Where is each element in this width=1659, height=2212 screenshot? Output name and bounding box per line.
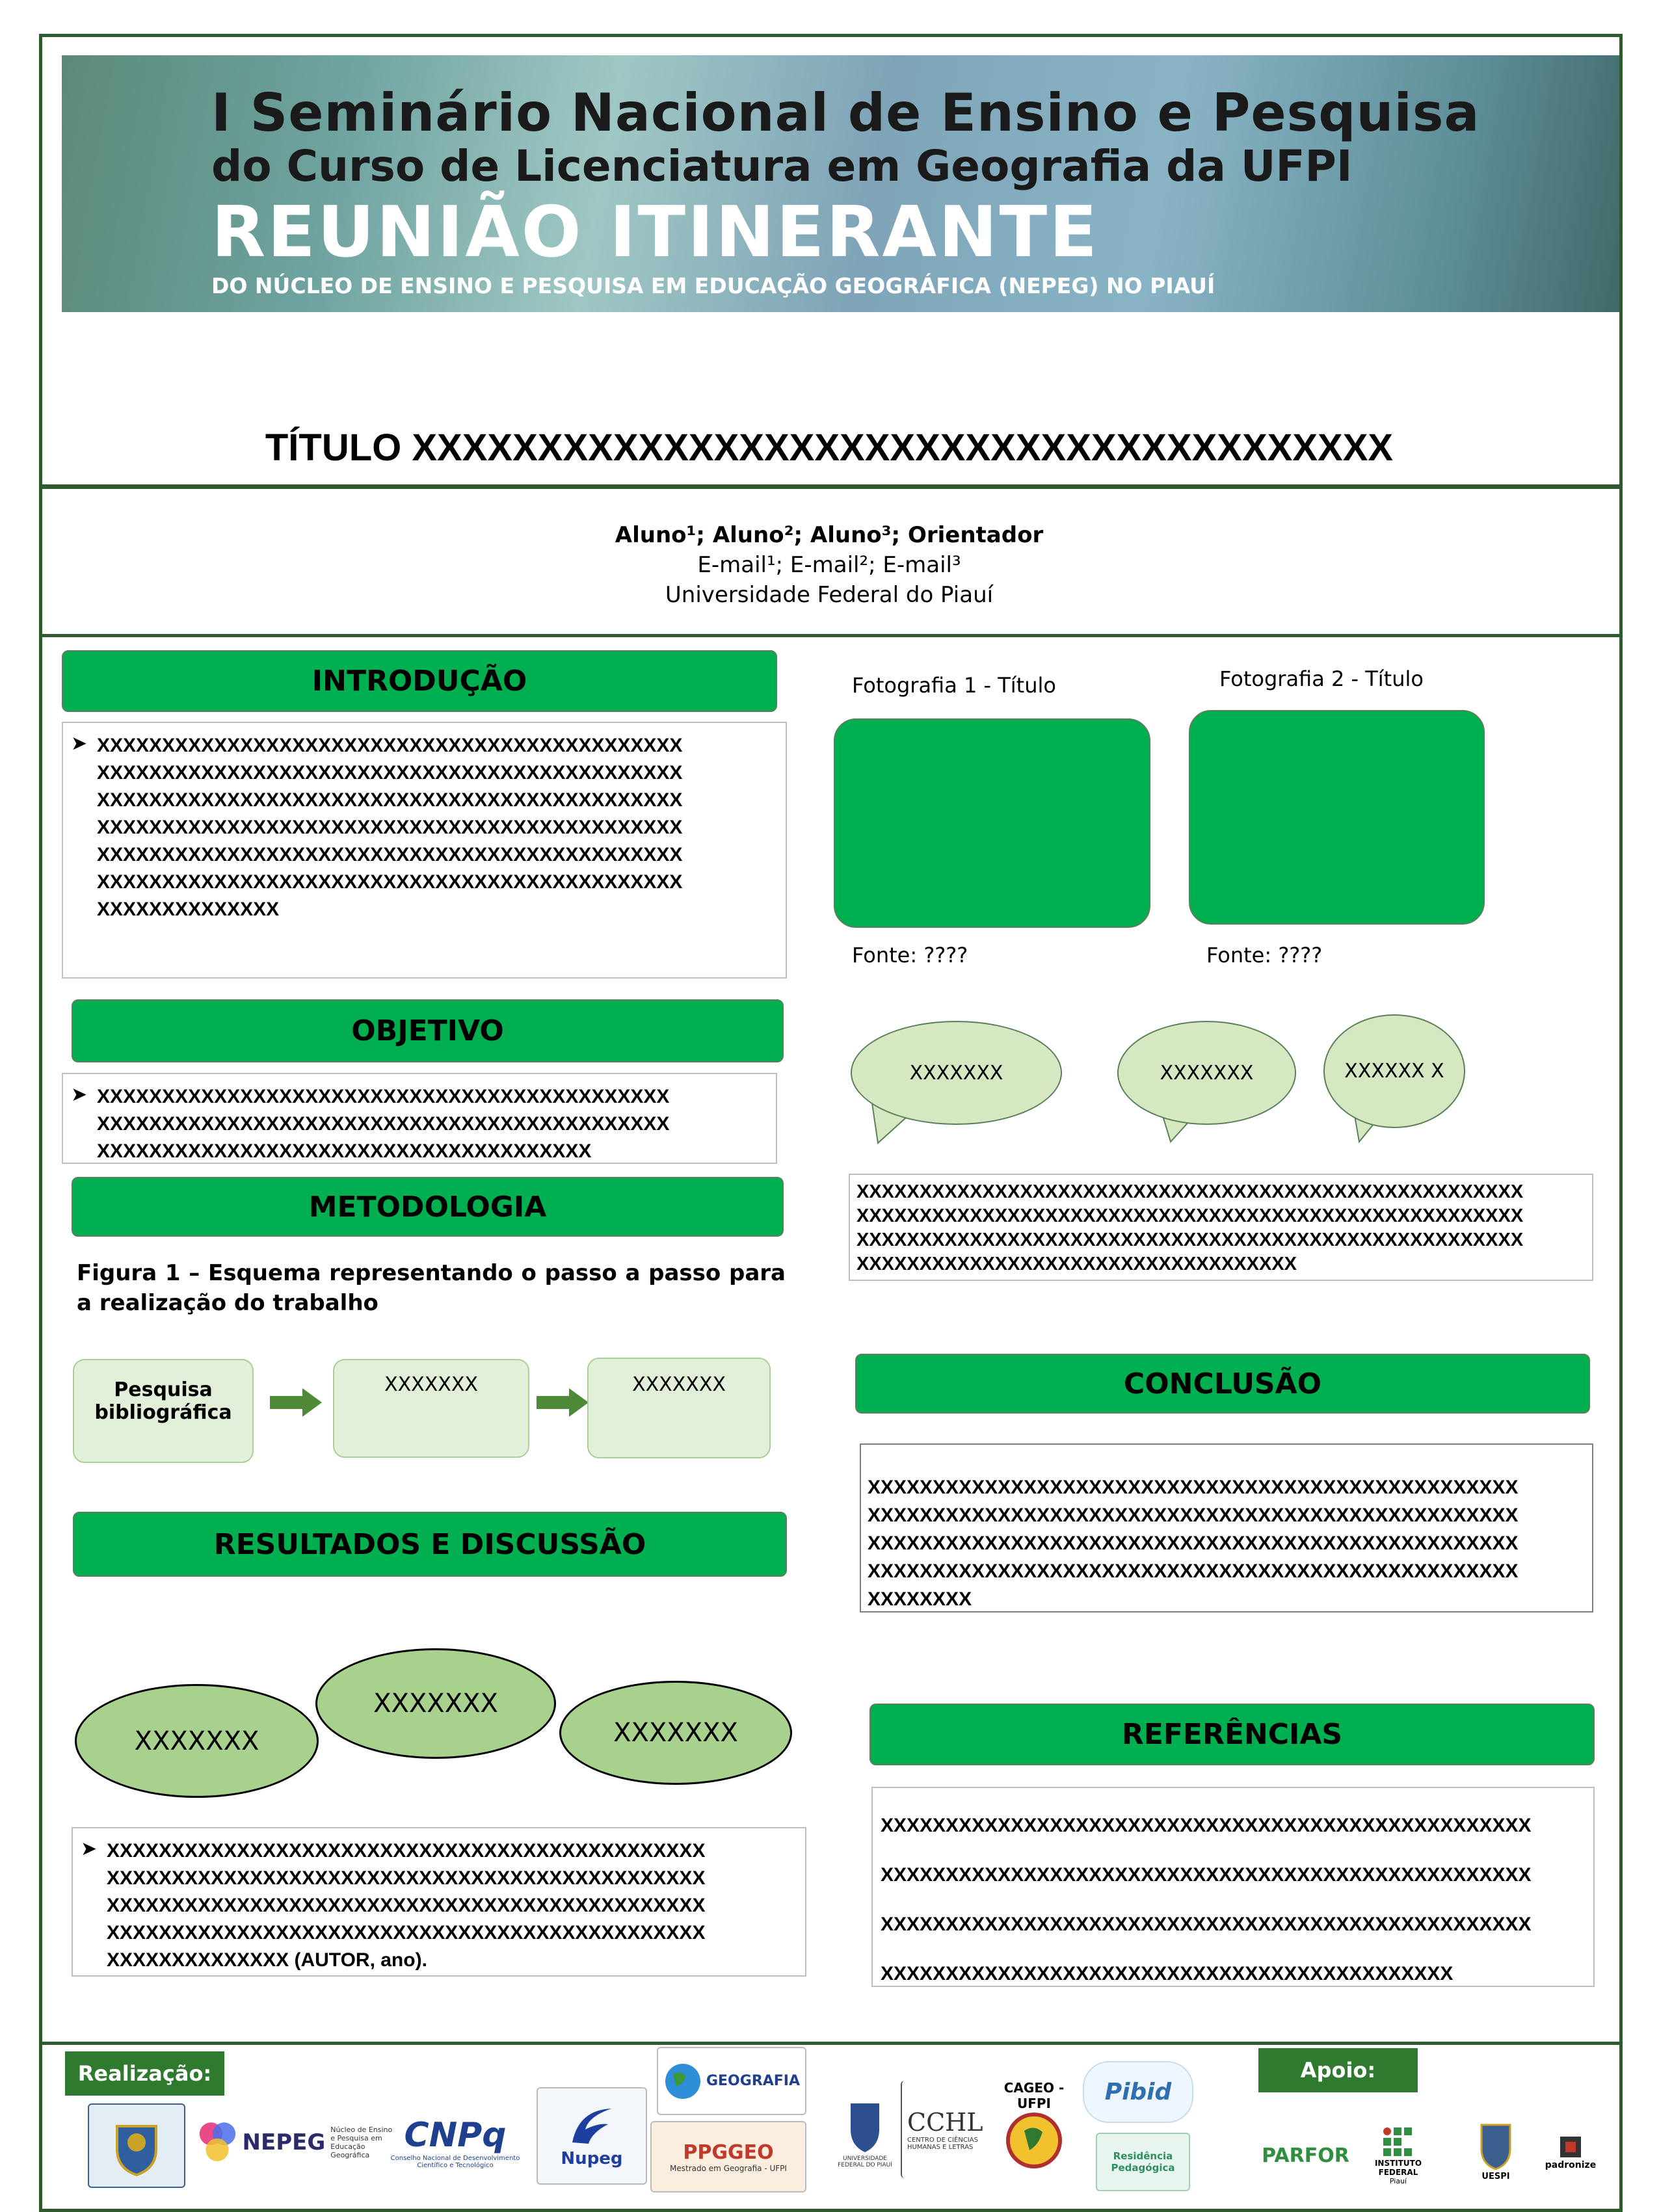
referencias-textbox	[871, 1787, 1595, 1987]
speech-bubble-1	[851, 1021, 1062, 1125]
result-ellipse-2-label: XXXXXXX	[373, 1689, 498, 1718]
photo-1-placeholder	[834, 718, 1150, 928]
discussion-textbox	[849, 1174, 1593, 1281]
parfor-logo-text: PARFOR	[1262, 2144, 1349, 2167]
nepeg-logo-subtext: Núcleo de Ensino e Pesquisa em Educação Geográfica	[330, 2126, 393, 2159]
introducao-heading: INTRODUÇÃO	[62, 650, 777, 712]
bullet-arrow-icon: ➤	[71, 732, 88, 755]
apoio-label: Apoio:	[1258, 2048, 1418, 2092]
if-logo-subtext: Piauí	[1389, 2176, 1407, 2185]
speech-bubble-2-label: XXXXXXX	[1160, 1061, 1254, 1085]
globe-icon	[663, 2062, 702, 2101]
step-2-label: XXXXXXX	[384, 1373, 478, 1396]
institution: Universidade Federal do Piauí	[665, 582, 994, 608]
nupeg-logo-text: Nupeg	[561, 2149, 623, 2168]
banner-line-4: DO NÚCLEO DE ENSINO E PESQUISA EM EDUCAÇÃO GEOGRÁFICA (NEPEG) NO PIAUÍ	[211, 273, 1215, 298]
cnpq-logo-text: CNPq	[404, 2116, 507, 2155]
banner-line-2: do Curso de Licenciatura em Geografia da UFPI	[211, 141, 1353, 191]
resultados-heading: RESULTADOS E DISCUSSÃO	[73, 1512, 787, 1577]
step-3	[587, 1358, 771, 1458]
geografia-logo-text: GEOGRAFIA	[706, 2073, 801, 2089]
conclusao-text: XXXXXXXXXXXXXXXXXXXXXXXXXXXXXXXXXXXXXXXXXXXXXXXXXX XXXXXXXXXXXXXXXXXXXXXXXXXXXXXXXXXXXXXXXXXXXXXXXXXX XXXXXXXXXXXXXXXXXXXXXXXXXXXXXXXXXXXXXXXXXXXXXXXXXX XXXXXXXXXXXXXXXXXXXXXXXXXXXXXXXXXXXXXXXXXXXXXXXXXX XXXXXXXX	[868, 1477, 1519, 1610]
discussion-text: XXXXXXXXXXXXXXXXXXXXXXXXXXXXXXXXXXXXXXXXXXXXXXXXXXXXX XXXXXXXXXXXXXXXXXXXXXXXXXXXXXXXXXXXXXXXXXXXXXXXXXXXXX XXXXXXXXXXXXXXXXXXXXXXXXXXXXXXXXXXXXXXXXXXXXXXXXXXXXX XXXXXXXXXXXXXXXXXXXXXXXXXXXXXXXXXXX	[856, 1181, 1524, 1274]
banner-line-1: I Seminário Nacional de Ensino e Pesquisa	[211, 83, 1480, 143]
reference-item-4: XXXXXXXXXXXXXXXXXXXXXXXXXXXXXXXXXXXXXXXXXXXX	[881, 1963, 1453, 1984]
conclusao-heading: CONCLUSÃO	[855, 1354, 1590, 1414]
residencia-logo-text: Residência Pedagógica	[1111, 2150, 1175, 2174]
result-ellipse-1	[75, 1684, 319, 1798]
introducao-text: XXXXXXXXXXXXXXXXXXXXXXXXXXXXXXXXXXXXXXXXXXXXX XXXXXXXXXXXXXXXXXXXXXXXXXXXXXXXXXXXXXXXXXXXXX XXXXXXXXXXXXXXXXXXXXXXXXXXXXXXXXXXXXXXXXXXXXX XXXXXXXXXXXXXXXXXXXXXXXXXXXXXXXXXXXXXXXXXXXXX XXXXXXXXXXXXXXXXXXXXXXXXXXXXXXXXXXXXXXXXXXXXX XXXXXXXXXXXXXXXXXXXXXXXXXXXXXXXXXXXXXXXXXXXXX XXXXXXXXXXXXXX	[97, 735, 683, 920]
geografia-logo	[657, 2047, 806, 2115]
step-1-label: Pesquisa bibliográfica	[94, 1378, 232, 1424]
uespi-logo-text: UESPI	[1481, 2172, 1510, 2181]
result-ellipse-2	[315, 1648, 556, 1759]
cnpq-logo	[387, 2097, 524, 2188]
ufpi-crest-logo	[88, 2103, 185, 2188]
metodologia-heading: METODOLOGIA	[72, 1177, 784, 1237]
author-names: Aluno¹; Aluno²; Aluno³; Orientador	[615, 522, 1044, 548]
photo-1-source: Fonte: ????	[852, 943, 968, 968]
ufpi-logo-text: UNIVERSIDADE FEDERAL DO PIAUÍ	[838, 2155, 892, 2168]
realizacao-label: Realização:	[65, 2051, 224, 2096]
if-grid-icon	[1382, 2126, 1414, 2159]
speech-bubble-2	[1117, 1021, 1296, 1125]
step-1	[73, 1359, 254, 1463]
pibid-logo-text: Pibid	[1104, 2079, 1172, 2105]
resultados-text: XXXXXXXXXXXXXXXXXXXXXXXXXXXXXXXXXXXXXXXXXXXXXX XXXXXXXXXXXXXXXXXXXXXXXXXXXXXXXXXXXXXXXXXXXXXX XXXXXXXXXXXXXXXXXXXXXXXXXXXXXXXXXXXXXXXXXXXXXX XXXXXXXXXXXXXXXXXXXXXXXXXXXXXXXXXXXXXXXXXXXXXX XXXXXXXXXXXXXX (AUTOR, ano).	[107, 1840, 706, 1971]
speech-bubble-3-label: XXXXXX X	[1344, 1060, 1444, 1083]
ufpi-logo	[829, 2077, 901, 2188]
if-logo-text: INSTITUTO FEDERAL	[1374, 2158, 1422, 2177]
padronize-icon	[1558, 2134, 1584, 2160]
pibid-logo	[1083, 2061, 1193, 2123]
photo-2-placeholder	[1189, 710, 1485, 925]
result-ellipse-3	[559, 1681, 792, 1785]
photo-1-caption: Fotografia 1 - Título	[852, 673, 1056, 698]
resultados-textbox	[72, 1827, 806, 1977]
ufpi-shield-icon	[845, 2097, 884, 2155]
nupeg-logo	[537, 2087, 647, 2185]
bullet-arrow-icon: ➤	[71, 1083, 88, 1106]
referencias-heading: REFERÊNCIAS	[869, 1704, 1595, 1765]
photo-2-source: Fonte: ????	[1206, 943, 1323, 968]
cchl-logo-subtext: CENTRO DE CIÊNCIAS HUMANAS E LETRAS	[907, 2137, 978, 2151]
photo-2-caption: Fotografia 2 - Título	[1219, 666, 1424, 691]
nupeg-swoosh-icon	[566, 2103, 618, 2149]
padronize-logo	[1532, 2116, 1610, 2188]
parfor-logo	[1262, 2136, 1349, 2175]
reference-item-3: XXXXXXXXXXXXXXXXXXXXXXXXXXXXXXXXXXXXXXXXXXXXXXXXXX	[881, 1914, 1532, 1935]
introducao-textbox	[62, 722, 787, 979]
nepeg-logo	[198, 2107, 393, 2178]
speech-bubble-1-label: XXXXXXX	[909, 1061, 1003, 1085]
objetivo-textbox	[62, 1073, 777, 1164]
padronize-logo-text: padronize	[1545, 2160, 1597, 2170]
cchl-logo-text: CCHL	[907, 2108, 983, 2137]
arrow-right-icon	[270, 1388, 322, 1417]
cageo-logo	[992, 2061, 1076, 2188]
nepeg-circles-icon	[198, 2113, 239, 2172]
objetivo-heading: OBJETIVO	[72, 999, 784, 1062]
author-emails: E-mail¹; E-mail²; E-mail³	[697, 552, 961, 578]
reference-item-1: XXXXXXXXXXXXXXXXXXXXXXXXXXXXXXXXXXXXXXXXXXXXXXXXXX	[881, 1815, 1532, 1836]
cageo-globe-icon	[1005, 2111, 1063, 2170]
nepeg-logo-text: NEPEG	[242, 2129, 326, 2155]
result-ellipse-3-label: XXXXXXX	[613, 1718, 738, 1748]
figure-caption: Figura 1 – Esquema representando o passo a passo para a realização do trabalho	[77, 1260, 786, 1316]
conclusao-textbox	[860, 1443, 1593, 1613]
cnpq-logo-subtext: Conselho Nacional de Desenvolvimento Científico e Tecnológico	[390, 2155, 520, 2169]
event-banner	[62, 55, 1619, 312]
uespi-logo	[1460, 2110, 1532, 2191]
uespi-crest-icon	[1476, 2120, 1515, 2172]
ppggeo-logo-subtext: Mestrado em Geografia - UFPI	[670, 2163, 787, 2173]
bullet-arrow-icon: ➤	[81, 1837, 98, 1860]
speech-bubble-3	[1323, 1014, 1465, 1128]
crest-icon	[104, 2113, 169, 2178]
step-2	[333, 1359, 529, 1458]
authors-block	[39, 520, 1619, 610]
ppggeo-logo	[650, 2121, 806, 2192]
cageo-logo-text: CAGEO - UFPI	[1003, 2079, 1065, 2111]
if-piaui-logo	[1362, 2116, 1434, 2194]
reference-item-2: XXXXXXXXXXXXXXXXXXXXXXXXXXXXXXXXXXXXXXXXXXXXXXXXXX	[881, 1864, 1532, 1886]
arrow-right-icon	[537, 1388, 589, 1417]
poster-title: TÍTULO XXXXXXXXXXXXXXXXXXXXXXXXXXXXXXXXXXXXXXX	[265, 427, 1394, 469]
residencia-logo	[1096, 2133, 1190, 2191]
result-ellipse-1-label: XXXXXXX	[134, 1726, 259, 1756]
banner-line-3: REUNIÃO ITINERANTE	[211, 192, 1099, 273]
step-3-label: XXXXXXX	[632, 1373, 726, 1396]
ppggeo-logo-text: PPGGEO	[683, 2140, 774, 2164]
objetivo-text: XXXXXXXXXXXXXXXXXXXXXXXXXXXXXXXXXXXXXXXXXXXX XXXXXXXXXXXXXXXXXXXXXXXXXXXXXXXXXXXXXXXXXXXX XXXXXXXXXXXXXXXXXXXXXXXXXXXXXXXXXXXXXX	[97, 1086, 670, 1162]
